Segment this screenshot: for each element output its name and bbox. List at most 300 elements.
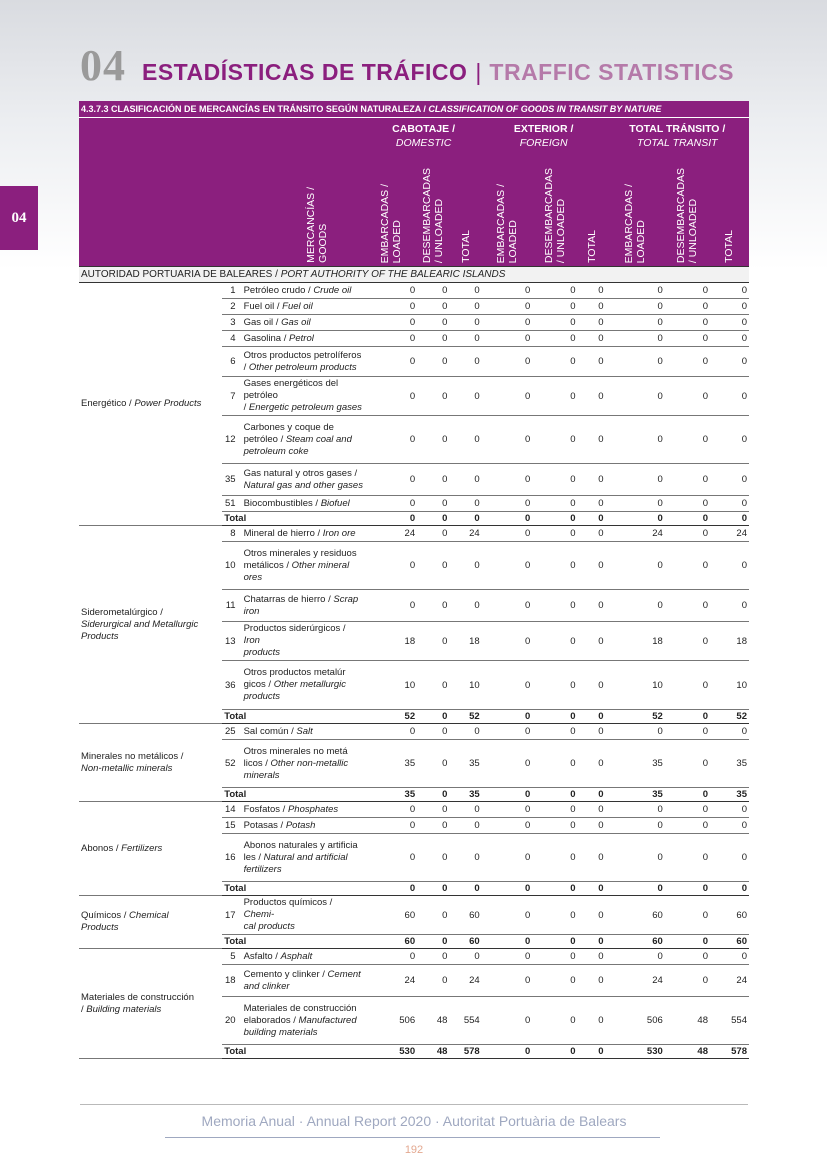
value-cell: 0	[449, 834, 481, 882]
value-cell: 0	[482, 834, 533, 882]
value-cell: 0	[710, 377, 749, 416]
goods-code: 18	[222, 965, 241, 997]
value-cell: 0	[365, 331, 417, 347]
value-cell: 0	[606, 818, 665, 834]
total-value: 52	[449, 710, 481, 724]
value-cell: 0	[532, 661, 577, 710]
value-cell: 0	[532, 818, 577, 834]
total-value: 0	[365, 882, 417, 896]
total-label: Total	[222, 1045, 365, 1059]
total-value: 0	[417, 935, 449, 949]
goods-code: 17	[222, 896, 241, 935]
total-value: 60	[606, 935, 665, 949]
value-cell: 10	[365, 661, 417, 710]
goods-name: Biocombustibles / Biofuel	[242, 496, 366, 512]
value-cell: 0	[665, 347, 710, 377]
value-cell: 0	[606, 347, 665, 377]
value-cell: 0	[665, 377, 710, 416]
value-cell: 0	[665, 724, 710, 740]
goods-code: 2	[222, 299, 241, 315]
value-cell: 0	[578, 818, 606, 834]
value-cell: 0	[665, 818, 710, 834]
goods-code: 52	[222, 740, 241, 788]
goods-code: 15	[222, 818, 241, 834]
value-cell: 0	[606, 834, 665, 882]
total-value: 0	[665, 512, 710, 526]
value-cell: 0	[449, 416, 481, 464]
goods-code: 25	[222, 724, 241, 740]
value-cell: 24	[710, 526, 749, 542]
value-cell: 0	[665, 464, 710, 496]
value-cell: 0	[449, 464, 481, 496]
value-cell: 0	[532, 997, 577, 1045]
value-cell: 0	[710, 496, 749, 512]
value-cell: 0	[578, 590, 606, 622]
value-cell: 0	[417, 965, 449, 997]
column-header-label: EMBARCADAS / LOADED	[495, 183, 520, 263]
total-value: 0	[532, 882, 577, 896]
goods-code: 6	[222, 347, 241, 377]
value-cell: 0	[449, 949, 481, 965]
value-cell: 0	[365, 542, 417, 590]
value-cell: 0	[417, 802, 449, 818]
total-value: 52	[365, 710, 417, 724]
value-cell: 0	[449, 377, 481, 416]
total-value: 0	[665, 882, 710, 896]
value-cell: 0	[417, 496, 449, 512]
category-label: Materiales de construcción / Building materials	[79, 949, 222, 1059]
value-cell: 0	[449, 496, 481, 512]
value-cell: 0	[449, 283, 481, 299]
value-cell: 24	[606, 526, 665, 542]
value-cell: 0	[578, 299, 606, 315]
value-cell: 0	[578, 377, 606, 416]
value-cell: 0	[482, 724, 533, 740]
value-cell: 24	[365, 965, 417, 997]
total-value: 35	[449, 788, 481, 802]
value-cell: 0	[365, 802, 417, 818]
goods-name: Gas natural y otros gases / Natural gas and other gases	[242, 464, 366, 496]
value-cell: 0	[710, 834, 749, 882]
value-cell: 0	[578, 283, 606, 299]
value-cell: 0	[578, 526, 606, 542]
total-value: 0	[532, 512, 577, 526]
value-cell: 0	[417, 377, 449, 416]
value-cell: 0	[417, 740, 449, 788]
value-cell: 0	[665, 496, 710, 512]
value-cell: 24	[449, 526, 481, 542]
column-header-label: EMBARCADAS / LOADED	[379, 183, 404, 263]
value-cell: 0	[606, 949, 665, 965]
goods-name: Otros minerales y residuos metálicos / Other mineral ores	[242, 542, 366, 590]
value-cell: 554	[710, 997, 749, 1045]
goods-name: Otros productos petrolíferos / Other petroleum products	[242, 347, 366, 377]
total-label: Total	[222, 788, 365, 802]
value-cell: 0	[449, 315, 481, 331]
table-title-row	[79, 101, 749, 118]
value-cell: 0	[532, 315, 577, 331]
value-cell: 24	[365, 526, 417, 542]
footer-underline	[165, 1137, 660, 1138]
value-cell: 0	[606, 416, 665, 464]
group-domestic: CABOTAJE / DOMESTIC	[365, 118, 481, 155]
value-cell: 0	[665, 315, 710, 331]
value-cell: 0	[532, 283, 577, 299]
category-label: Energético / Power Products	[79, 283, 222, 526]
authority-label: AUTORIDAD PORTUARIA DE BALEARES / PORT AUTHORITY OF THE BALEARIC ISLANDS	[79, 267, 749, 283]
value-cell: 0	[606, 590, 665, 622]
value-cell: 35	[606, 740, 665, 788]
value-cell: 0	[532, 416, 577, 464]
value-cell: 0	[482, 496, 533, 512]
goods-name: Mineral de hierro / Iron ore	[242, 526, 366, 542]
value-cell: 0	[665, 896, 710, 935]
value-cell: 0	[365, 590, 417, 622]
goods-name: Cemento y clinker / Cement and clinker	[242, 965, 366, 997]
value-cell: 0	[532, 896, 577, 935]
total-value: 52	[606, 710, 665, 724]
value-cell: 24	[606, 965, 665, 997]
goods-name: Gases energéticos del petróleo / Energetic petroleum gases	[242, 377, 366, 416]
goods-name: Petróleo crudo / Crude oil	[242, 283, 366, 299]
value-cell: 0	[532, 377, 577, 416]
goods-name: Productos siderúrgicos / Iron products	[242, 622, 366, 661]
table-row	[79, 283, 749, 299]
value-cell: 0	[710, 949, 749, 965]
total-value: 0	[417, 512, 449, 526]
value-cell: 0	[606, 299, 665, 315]
value-cell: 0	[532, 496, 577, 512]
value-cell: 0	[482, 997, 533, 1045]
value-cell: 0	[606, 377, 665, 416]
page-number: 192	[404, 1144, 424, 1156]
category-label: Químicos / Chemical Products	[79, 896, 222, 949]
total-value: 0	[449, 882, 481, 896]
goods-header-label: MERCANCÍAS / GOODS	[305, 187, 330, 263]
total-value: 578	[449, 1045, 481, 1059]
goods-code: 13	[222, 622, 241, 661]
total-value: 60	[449, 935, 481, 949]
category-label: Siderometalúrgico / Siderurgical and Metallurgic Products	[79, 526, 222, 724]
value-cell: 0	[578, 802, 606, 818]
value-cell: 0	[606, 315, 665, 331]
column-header	[449, 154, 481, 267]
value-cell: 0	[710, 802, 749, 818]
value-cell: 0	[449, 802, 481, 818]
goods-name: Chatarras de hierro / Scrap iron	[242, 590, 366, 622]
total-value: 0	[482, 710, 533, 724]
table-row	[79, 949, 749, 965]
value-cell: 0	[710, 464, 749, 496]
value-cell: 0	[578, 997, 606, 1045]
total-value: 0	[532, 710, 577, 724]
value-cell: 18	[710, 622, 749, 661]
total-value: 0	[578, 1045, 606, 1059]
total-value: 0	[578, 788, 606, 802]
total-value: 0	[482, 935, 533, 949]
total-value: 0	[665, 788, 710, 802]
column-header	[710, 154, 749, 267]
value-cell: 0	[482, 283, 533, 299]
page-title-en: TRAFFIC STATISTICS	[489, 59, 734, 85]
total-value: 0	[578, 882, 606, 896]
total-value: 48	[665, 1045, 710, 1059]
value-cell: 0	[482, 896, 533, 935]
value-cell: 0	[417, 724, 449, 740]
total-value: 0	[710, 512, 749, 526]
total-value: 530	[365, 1045, 417, 1059]
value-cell: 0	[665, 802, 710, 818]
total-value: 578	[710, 1045, 749, 1059]
goods-code: 11	[222, 590, 241, 622]
total-value: 0	[606, 512, 665, 526]
goods-code: 35	[222, 464, 241, 496]
column-header-label: TOTAL	[723, 230, 736, 263]
column-header	[578, 154, 606, 267]
total-value: 0	[482, 788, 533, 802]
title-separator: |	[475, 59, 482, 85]
value-cell: 0	[482, 464, 533, 496]
value-cell: 0	[665, 416, 710, 464]
value-cell: 0	[417, 526, 449, 542]
value-cell: 0	[578, 834, 606, 882]
column-header-label: TOTAL	[459, 230, 472, 263]
value-cell: 0	[710, 283, 749, 299]
value-cell: 0	[365, 464, 417, 496]
value-cell: 0	[665, 834, 710, 882]
total-value: 0	[606, 882, 665, 896]
value-cell: 0	[417, 622, 449, 661]
total-value: 0	[482, 512, 533, 526]
goods-code: 16	[222, 834, 241, 882]
value-cell: 60	[449, 896, 481, 935]
column-header	[417, 154, 449, 267]
total-value: 0	[417, 788, 449, 802]
goods-name: Materiales de construcción elaborados / Manufactured building materials	[242, 997, 366, 1045]
goods-code: 8	[222, 526, 241, 542]
table-title: 4.3.7.3 CLASIFICACIÓN DE MERCANCÍAS EN TRÁNSITO SEGÚN NATURALEZA / CLASSIFICATION OF GOODS IN TRANSIT BY NATURE	[79, 101, 749, 118]
value-cell: 0	[482, 818, 533, 834]
column-header-label: DESEMBARCADAS / UNLOADED	[421, 167, 446, 263]
value-cell: 0	[449, 331, 481, 347]
value-cell: 0	[482, 526, 533, 542]
value-cell: 0	[710, 299, 749, 315]
value-cell: 0	[417, 299, 449, 315]
value-cell: 0	[710, 331, 749, 347]
column-header	[532, 154, 577, 267]
value-cell: 0	[417, 416, 449, 464]
value-cell: 0	[365, 315, 417, 331]
value-cell: 0	[710, 416, 749, 464]
total-value: 0	[482, 1045, 533, 1059]
footer-divider	[80, 1104, 748, 1105]
goods-name: Abonos naturales y artificia les / Natural and artificial fertilizers	[242, 834, 366, 882]
value-cell: 0	[532, 542, 577, 590]
table-row	[79, 896, 749, 935]
value-cell: 0	[365, 299, 417, 315]
value-cell: 48	[417, 997, 449, 1045]
value-cell: 0	[482, 965, 533, 997]
value-cell: 0	[578, 347, 606, 377]
goods-name: Sal común / Salt	[242, 724, 366, 740]
value-cell: 0	[532, 965, 577, 997]
category-label: Abonos / Fertilizers	[79, 802, 222, 896]
value-cell: 0	[665, 949, 710, 965]
value-cell: 554	[449, 997, 481, 1045]
value-cell: 0	[532, 802, 577, 818]
value-cell: 0	[482, 740, 533, 788]
value-cell: 0	[365, 949, 417, 965]
value-cell: 24	[710, 965, 749, 997]
value-cell: 0	[532, 834, 577, 882]
value-cell: 0	[417, 834, 449, 882]
value-cell: 0	[417, 661, 449, 710]
goods-name: Fosfatos / Phosphates	[242, 802, 366, 818]
footer-text: Memoria Anual · Annual Report 2020 · Autoritat Portuària de Balears	[201, 1113, 627, 1129]
value-cell: 0	[606, 331, 665, 347]
value-cell: 0	[449, 590, 481, 622]
table-row	[79, 724, 749, 740]
total-value: 0	[665, 710, 710, 724]
total-value: 35	[365, 788, 417, 802]
total-value: 0	[365, 512, 417, 526]
goods-code: 7	[222, 377, 241, 416]
total-value: 60	[365, 935, 417, 949]
goods-code: 4	[222, 331, 241, 347]
value-cell: 0	[710, 724, 749, 740]
total-value: 0	[532, 788, 577, 802]
column-header-label: TOTAL	[585, 230, 598, 263]
value-cell: 35	[365, 740, 417, 788]
value-cell: 0	[606, 464, 665, 496]
value-cell: 60	[365, 896, 417, 935]
value-cell: 0	[449, 299, 481, 315]
value-cell: 0	[665, 622, 710, 661]
value-cell: 0	[417, 315, 449, 331]
value-cell: 0	[710, 542, 749, 590]
value-cell: 0	[365, 496, 417, 512]
column-header-row	[79, 154, 749, 267]
value-cell: 0	[578, 622, 606, 661]
total-value: 0	[417, 710, 449, 724]
goods-name: Otros productos metalúr gicos / Other metallurgic products	[242, 661, 366, 710]
value-cell: 0	[417, 331, 449, 347]
column-header	[606, 154, 665, 267]
total-value: 0	[532, 1045, 577, 1059]
page-title-es: ESTADÍSTICAS DE TRÁFICO	[142, 59, 468, 85]
value-cell: 0	[578, 315, 606, 331]
group-foreign: EXTERIOR / FOREIGN	[482, 118, 606, 155]
value-cell: 0	[532, 724, 577, 740]
value-cell: 18	[449, 622, 481, 661]
value-cell: 0	[532, 331, 577, 347]
value-cell: 0	[532, 622, 577, 661]
value-cell: 10	[710, 661, 749, 710]
chapter-number: 04	[80, 41, 126, 90]
value-cell: 0	[417, 464, 449, 496]
total-value: 0	[578, 512, 606, 526]
total-value: 0	[578, 710, 606, 724]
total-value: 0	[449, 512, 481, 526]
value-cell: 18	[606, 622, 665, 661]
group-total-transit: TOTAL TRÁNSITO / TOTAL TRANSIT	[606, 118, 749, 155]
value-cell: 0	[532, 949, 577, 965]
value-cell: 0	[532, 464, 577, 496]
column-header	[482, 154, 533, 267]
value-cell: 18	[365, 622, 417, 661]
goods-code: 14	[222, 802, 241, 818]
column-header-label: DESEMBARCADAS / UNLOADED	[542, 167, 567, 263]
value-cell: 0	[665, 331, 710, 347]
value-cell: 0	[665, 283, 710, 299]
total-value: 35	[710, 788, 749, 802]
category-label: Minerales no metálicos / Non-metallic minerals	[79, 724, 222, 802]
value-cell: 48	[665, 997, 710, 1045]
value-cell: 0	[482, 377, 533, 416]
total-value: 0	[578, 935, 606, 949]
goods-name: Gas oil / Gas oil	[242, 315, 366, 331]
authority-row	[79, 267, 749, 283]
value-cell: 60	[710, 896, 749, 935]
value-cell: 506	[365, 997, 417, 1045]
value-cell: 35	[710, 740, 749, 788]
value-cell: 0	[665, 965, 710, 997]
total-value: 52	[710, 710, 749, 724]
value-cell: 0	[417, 949, 449, 965]
group-header-row	[79, 118, 749, 155]
value-cell: 0	[578, 965, 606, 997]
total-label: Total	[222, 512, 365, 526]
value-cell: 0	[578, 496, 606, 512]
value-cell: 0	[482, 331, 533, 347]
goods-code: 51	[222, 496, 241, 512]
goods-name: Otros minerales no metá licos / Other non-metallic minerals	[242, 740, 366, 788]
total-label: Total	[222, 882, 365, 896]
value-cell: 10	[449, 661, 481, 710]
value-cell: 0	[665, 661, 710, 710]
goods-code: 3	[222, 315, 241, 331]
goods-code: 20	[222, 997, 241, 1045]
total-value: 530	[606, 1045, 665, 1059]
goods-name: Asfalto / Asphalt	[242, 949, 366, 965]
value-cell: 0	[449, 724, 481, 740]
value-cell: 0	[578, 949, 606, 965]
total-value: 35	[606, 788, 665, 802]
goods-code: 1	[222, 283, 241, 299]
total-label: Total	[222, 935, 365, 949]
value-cell: 0	[578, 416, 606, 464]
column-header-label: EMBARCADAS / LOADED	[623, 183, 648, 263]
value-cell: 0	[606, 283, 665, 299]
value-cell: 0	[365, 283, 417, 299]
value-cell: 0	[482, 802, 533, 818]
chapter-side-tab: 04	[0, 186, 38, 250]
value-cell: 0	[665, 526, 710, 542]
value-cell: 0	[482, 542, 533, 590]
value-cell: 0	[482, 347, 533, 377]
value-cell: 0	[606, 724, 665, 740]
value-cell: 0	[578, 740, 606, 788]
value-cell: 506	[606, 997, 665, 1045]
value-cell: 0	[482, 949, 533, 965]
value-cell: 0	[606, 542, 665, 590]
value-cell: 0	[710, 315, 749, 331]
goods-name: Productos químicos / Chemi- cal products	[242, 896, 366, 935]
value-cell: 0	[365, 377, 417, 416]
value-cell: 0	[365, 724, 417, 740]
table-row	[79, 526, 749, 542]
value-cell: 0	[710, 590, 749, 622]
